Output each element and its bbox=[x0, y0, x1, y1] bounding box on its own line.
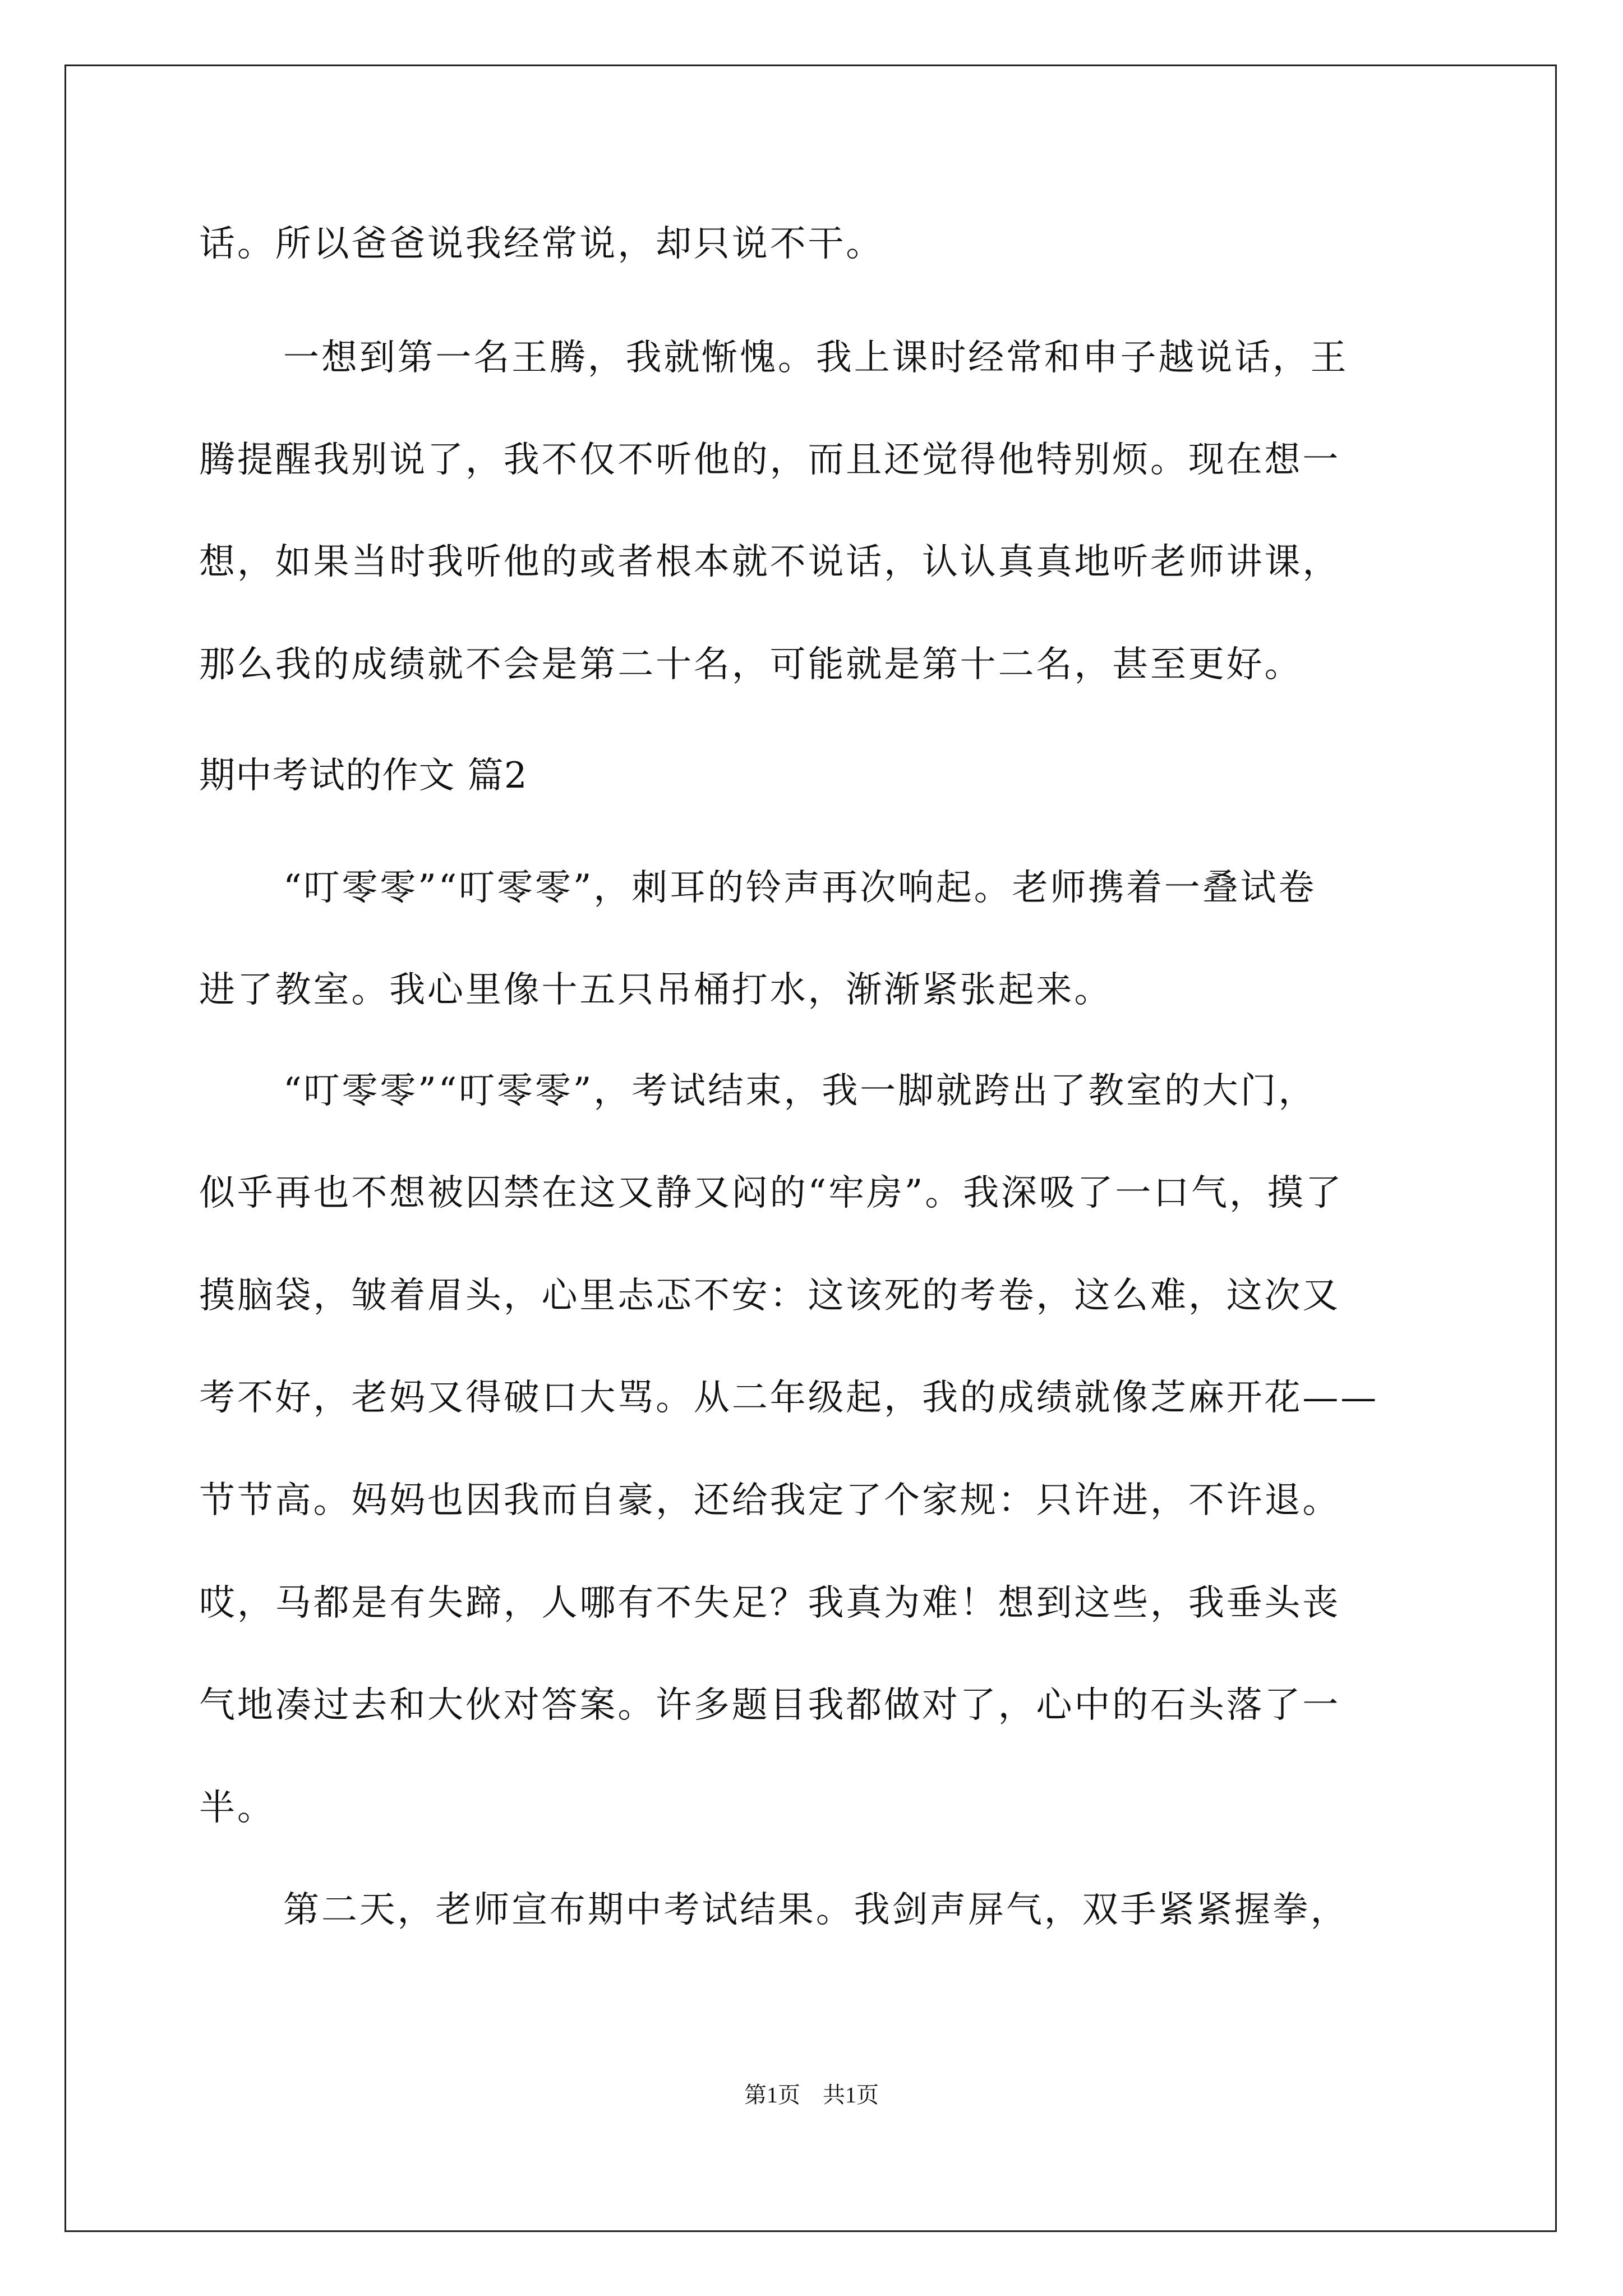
paragraph-start: “叮零零”“叮零零”，刺耳的铃声再次响起。老师携着一叠试卷 bbox=[283, 867, 1317, 909]
text-line: 似乎再也不想被囚禁在这又静又闷的“牢房”。我深吸了一口气，摸了 bbox=[199, 1172, 1344, 1214]
page-footer: 第1页 共1页 bbox=[744, 2082, 879, 2108]
text-line: 考不好，老妈又得破口大骂。从二年级起，我的成绩就像芝麻开花—— bbox=[199, 1377, 1379, 1419]
text-line: 腾提醒我别说了，我不仅不听他的，而且还觉得他特别烦。现在想一 bbox=[199, 439, 1341, 481]
text-line: 话。所以爸爸说我经常说，却只说不干。 bbox=[199, 223, 884, 265]
paragraph-start: 一想到第一名王腾，我就惭愧。我上课时经常和申子越说话，王 bbox=[283, 337, 1349, 379]
text-line: 那么我的成绩就不会是第二十名，可能就是第十二名，甚至更好。 bbox=[199, 644, 1303, 685]
text-line: 摸脑袋，皱着眉头，心里忐忑不安：这该死的考卷，这么难，这次又 bbox=[199, 1275, 1341, 1317]
paragraph-start: 第二天，老师宣布期中考试结果。我剑声屏气，双手紧紧握拳， bbox=[283, 1889, 1349, 1931]
text-line: 气地凑过去和大伙对答案。许多题目我都做对了，心中的石头落了一 bbox=[199, 1685, 1341, 1726]
text-line: 哎，马都是有失蹄，人哪有不失足？我真为难！想到这些，我垂头丧 bbox=[199, 1582, 1341, 1624]
text-line: 半。 bbox=[199, 1787, 275, 1829]
text-line: 想，如果当时我听他的或者根本就不说话，认认真真地听老师讲课， bbox=[199, 541, 1341, 583]
section-heading: 期中考试的作文 篇2 bbox=[199, 755, 528, 797]
text-line: 节节高。妈妈也因我而自豪，还给我定了个家规：只许进，不许退。 bbox=[199, 1480, 1341, 1521]
paragraph-start: “叮零零”“叮零零”，考试结束，我一脚就跨出了教室的大门， bbox=[283, 1070, 1317, 1112]
text-line: 进了教室。我心里像十五只吊桶打水，渐渐紧张起来。 bbox=[199, 969, 1113, 1011]
